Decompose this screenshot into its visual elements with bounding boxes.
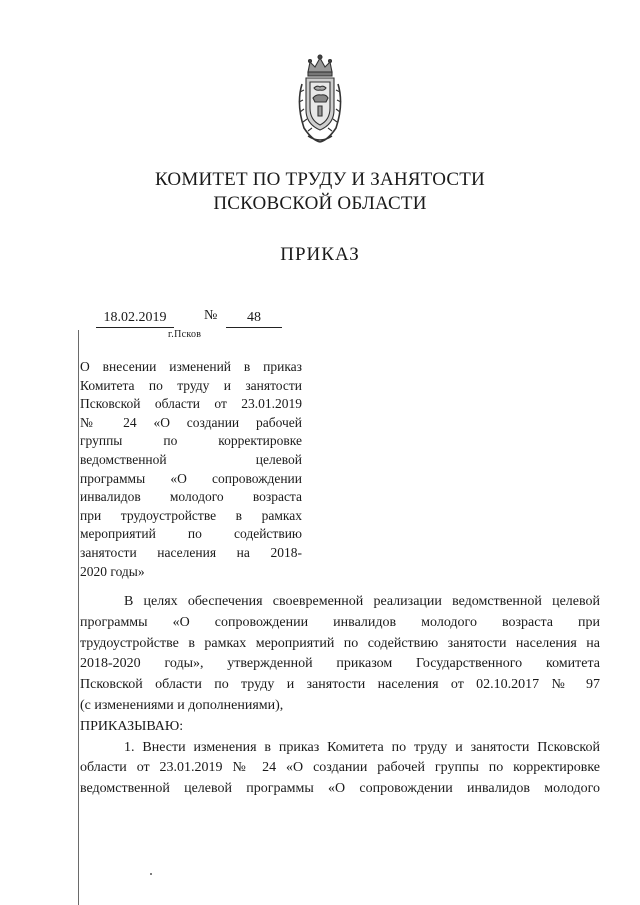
- subject-line: ведомственной целевой: [80, 451, 302, 467]
- body-line: В целях обеспечения своевременной реализации ведомственной целевой: [124, 594, 600, 609]
- order-city: г.Псков: [168, 329, 202, 340]
- document-type: ПРИКАЗ: [280, 244, 360, 265]
- body-line: области от 23.01.2019 № 24 «О создании рабочей группы по корректировке: [80, 760, 600, 776]
- subject-line: 2020 годы»: [80, 563, 145, 579]
- body-line: программы «О сопровождении инвалидов молодого возраста при: [80, 614, 600, 630]
- subject-line: № 24 «О создании рабочей: [80, 414, 302, 430]
- subject-line: мероприятий по содействию: [80, 526, 302, 542]
- coat-of-arms-icon: [288, 50, 352, 146]
- body-line: 1. Внести изменения в приказ Комитета по труду и занятости Псковской: [124, 739, 600, 755]
- subject-line: программы «О сопровождении: [80, 470, 302, 486]
- subject-line: О внесении изменений в приказ: [80, 359, 302, 374]
- subject-line: Комитета по труду и занятости: [80, 377, 302, 393]
- body-line: 2018-2020 годы», утвержденной приказом Государственного комитета: [80, 656, 600, 672]
- order-number: 48: [226, 310, 282, 328]
- body-line: ведомственной целевой программы «О сопровождении инвалидов молодого: [80, 781, 600, 797]
- order-date: 18.02.2019: [96, 310, 174, 328]
- scan-edge-line: [78, 330, 79, 905]
- order-directive: ПРИКАЗЫВАЮ:: [80, 718, 184, 734]
- body-line: (с изменениями и дополнениями),: [80, 697, 284, 713]
- body-line: Псковской области по труду и занятости населения от 02.10.2017 № 97: [80, 677, 600, 693]
- organization-name-line2: ПСКОВСКОЙ ОБЛАСТИ: [213, 193, 427, 214]
- number-sign: №: [204, 308, 218, 323]
- subject-line: занятости населения на 2018-: [80, 544, 302, 560]
- subject-line: Псковской области от 23.01.2019: [80, 396, 302, 412]
- scan-speck: [150, 873, 152, 875]
- organization-name-line1: КОМИТЕТ ПО ТРУДУ И ЗАНЯТОСТИ: [155, 169, 485, 190]
- body-line: трудоустройстве в рамках мероприятий по содействию занятости населения на: [80, 635, 600, 651]
- subject-line: при трудоустройстве в рамках: [80, 507, 302, 523]
- order-body: [80, 592, 600, 800]
- order-subject: [80, 358, 302, 581]
- subject-line: группы по корректировке: [80, 433, 302, 449]
- subject-line: инвалидов молодого возраста: [80, 489, 302, 505]
